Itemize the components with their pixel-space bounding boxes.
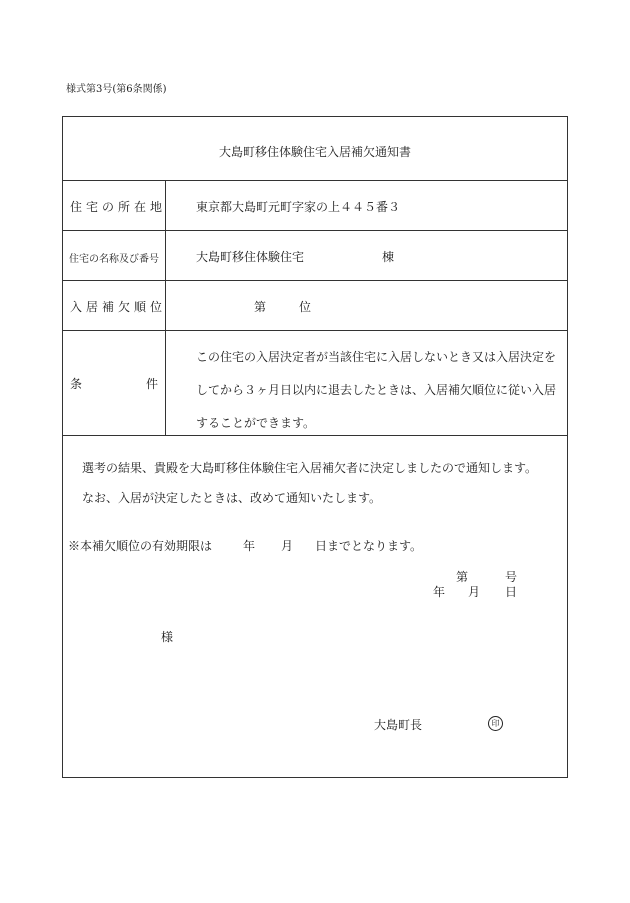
date-year: 年 (433, 585, 446, 599)
housing-name-value: 大島町移住体験住宅 (196, 250, 305, 264)
rank-i: 位 (299, 300, 312, 314)
addressee-suffix: 様 (161, 630, 174, 644)
notice-line-1: 選考の結果、貴殿を大島町移住体験住宅入居補欠者に決定しましたので通知します。 (82, 461, 538, 475)
rank-dai: 第 (254, 300, 267, 314)
divider (62, 280, 568, 281)
divider (62, 330, 568, 331)
housing-name-label: 住宅の名称及び番号 (69, 254, 159, 265)
seal-icon: 印 (488, 716, 503, 731)
doc-number-go: 号 (505, 570, 518, 584)
form-frame (62, 116, 568, 778)
date-day: 日 (505, 585, 518, 599)
document-title: 大島町移住体験住宅入居補欠通知書 (218, 145, 411, 159)
notice-line-2: なお、入居が決定したときは、改めて通知いたします。 (82, 491, 382, 505)
divider (62, 230, 568, 231)
doc-number-dai: 第 (456, 570, 469, 584)
address-label: 住宅の所在地 (70, 200, 167, 214)
form-number: 様式第3号(第6条関係) (66, 84, 167, 95)
date-month: 月 (468, 585, 481, 599)
divider (62, 180, 568, 181)
condition-label-b: 件 (146, 377, 159, 391)
validity-suffix: 日までとなります。 (315, 539, 423, 553)
address-value: 東京都大島町元町字家の上４４５番３ (196, 200, 401, 214)
condition-label-a: 条 (70, 377, 83, 391)
issuer-name: 大島町長 (374, 718, 423, 732)
building-unit: 棟 (382, 250, 395, 264)
validity-month: 月 (281, 539, 294, 553)
rank-label: 入居補欠順位 (70, 300, 167, 314)
condition-text: この住宅の入居決定者が当該住宅に入居しないとき又は入居決定をしてから３ヶ月日以内に退去したときは、入居補欠順位に従い入居することができます。 (196, 350, 557, 430)
validity-year: 年 (243, 539, 256, 553)
validity-prefix: ※本補欠順位の有効期限は (68, 539, 213, 553)
